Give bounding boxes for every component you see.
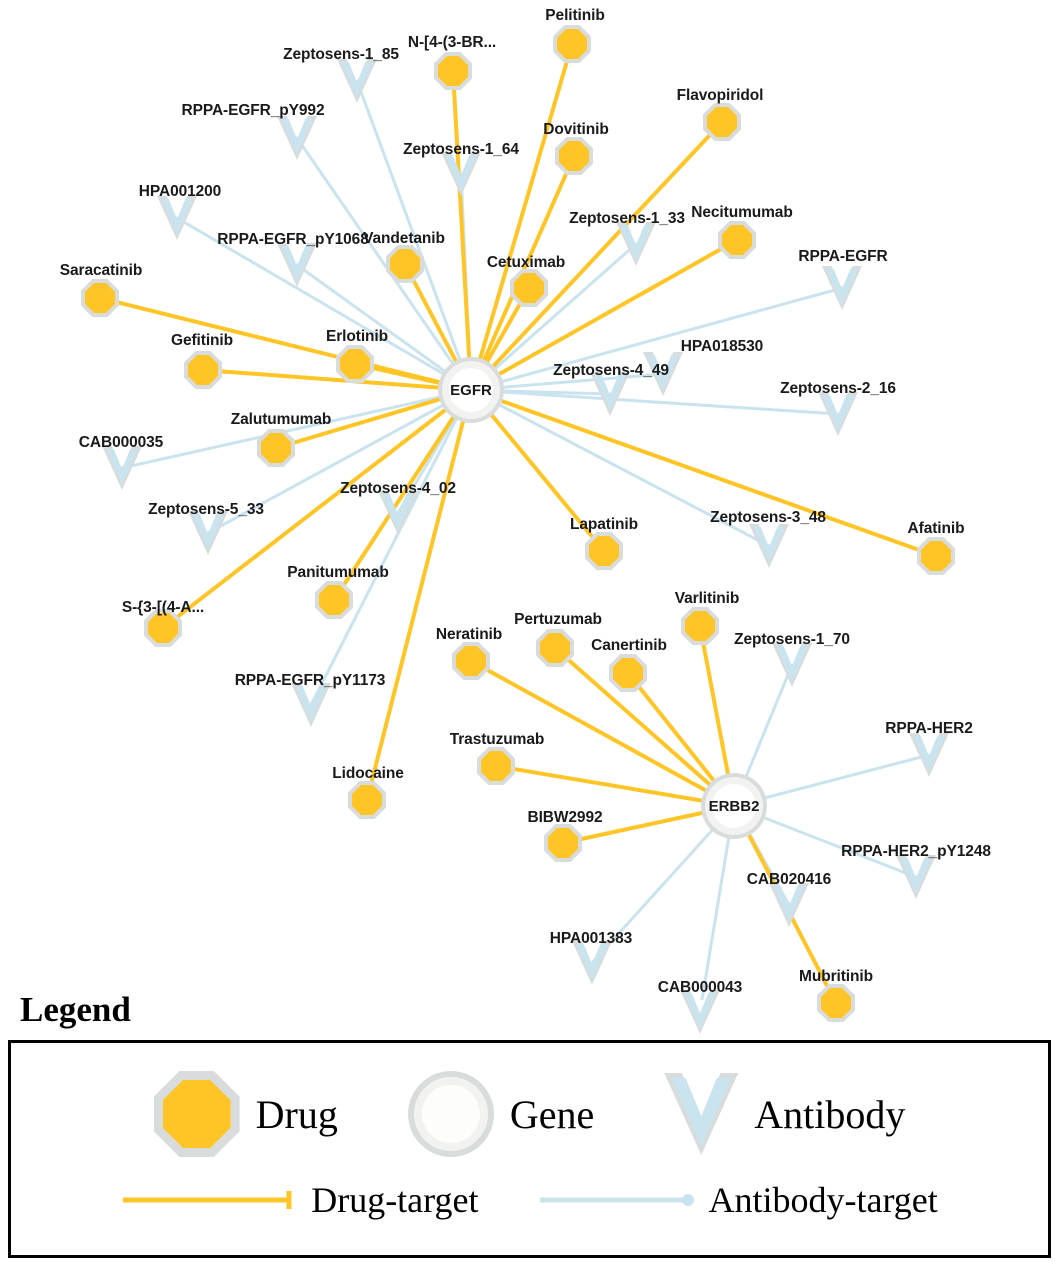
antibody-chevron-icon	[749, 524, 789, 568]
antibody-node-label: Zeptosens-1_64	[403, 141, 519, 158]
drug-node-label: Pelitinib	[545, 7, 605, 24]
antibody-chevron-icon	[909, 733, 949, 777]
legend-label-antibody: Antibody	[754, 1091, 906, 1137]
drug-node-label: Saracatinib	[59, 262, 143, 279]
drug-node[interactable]	[257, 429, 295, 467]
antibody-node-label: Zeptosens-1_33	[569, 210, 685, 227]
drug-node[interactable]	[452, 642, 490, 680]
drug-octagon-icon	[477, 747, 515, 785]
gene-circle-inner-icon	[414, 1077, 488, 1151]
antibody-node-label: HPA018530	[680, 338, 764, 355]
drug-octagon-icon	[609, 654, 647, 692]
drug-node-label: Zalutumumab	[230, 411, 332, 428]
antibody-node[interactable]	[769, 883, 809, 927]
drug-node-label: Necitumumab	[691, 204, 793, 221]
drug-node-label: Erlotinib	[326, 328, 388, 345]
drug-node-label: S-{3-[(4-A...	[121, 599, 205, 616]
graph-edge	[453, 71, 471, 390]
antibody-node[interactable]	[909, 733, 949, 777]
drug-node-label: Mubritinib	[799, 968, 873, 985]
drug-node[interactable]	[434, 52, 472, 90]
legend-entry-drug-target	[121, 1179, 478, 1221]
antibody-node[interactable]	[277, 243, 317, 287]
antibody-node-label: Zeptosens-1_85	[283, 46, 399, 63]
drug-octagon-icon	[681, 607, 719, 645]
drug-node-label: Gefitinib	[171, 332, 233, 349]
antibody-chevron-icon	[277, 116, 317, 160]
legend-entry-antibody-target	[538, 1179, 937, 1221]
legend-entry-antibody	[664, 1073, 905, 1155]
antibody-node[interactable]	[157, 196, 197, 240]
antibody-node-label: HPA001383	[549, 930, 633, 947]
drug-node[interactable]	[184, 351, 222, 389]
antibody-node-label: RPPA-HER2_pY1248	[841, 843, 991, 860]
antibody-node-label: Zeptosens-4_02	[340, 480, 456, 497]
drug-octagon-icon	[336, 345, 374, 383]
drug-node-label: Canertinib	[591, 637, 667, 654]
antibody-node-label: Zeptosens-1_70	[734, 631, 850, 648]
drug-node-label: Cetuximab	[486, 254, 566, 271]
antibody-node-label: HPA001200	[138, 183, 222, 200]
drug-octagon-icon	[154, 1071, 240, 1157]
antibody-chevron-icon	[277, 243, 317, 287]
antibody-node-label: Zeptosens-3_48	[710, 509, 826, 526]
drug-node[interactable]	[81, 279, 119, 317]
drug-node[interactable]	[510, 269, 548, 307]
drug-node[interactable]	[585, 532, 623, 570]
drug-octagon-icon	[544, 824, 582, 862]
drug-octagon-icon	[184, 351, 222, 389]
antibody-chevron-icon	[769, 883, 809, 927]
antibody-node[interactable]	[818, 392, 858, 436]
drug-node[interactable]	[609, 654, 647, 692]
antibody-chevron-icon	[772, 643, 812, 687]
antibody-node-label: CAB020416	[746, 871, 832, 888]
drug-node-label: Trastuzumab	[449, 731, 545, 748]
antibody-node[interactable]	[896, 855, 936, 899]
drug-node[interactable]	[477, 747, 515, 785]
antibody-chevron-icon	[157, 196, 197, 240]
drug-octagon-icon	[315, 581, 353, 619]
drug-octagon-icon	[348, 781, 386, 819]
legend-node-types	[11, 1043, 1048, 1157]
drug-octagon-icon	[585, 532, 623, 570]
legend-entry-gene	[408, 1071, 594, 1157]
drug-node[interactable]	[718, 221, 756, 259]
drug-octagon-icon	[452, 642, 490, 680]
antibody-node[interactable]	[822, 266, 862, 310]
drug-octagon-icon	[257, 429, 295, 467]
antibody-node[interactable]	[616, 222, 656, 266]
drug-node-label: Lidocaine	[332, 765, 404, 782]
drug-octagon-inner-icon	[163, 1080, 231, 1148]
gene-node[interactable]	[438, 357, 504, 423]
drug-node[interactable]	[917, 537, 955, 575]
drug-octagon-icon	[510, 269, 548, 307]
legend-label-drug-target: Drug-target	[311, 1180, 479, 1220]
drug-node[interactable]	[386, 245, 424, 283]
antibody-chevron-icon	[896, 855, 936, 899]
legend-entry-drug	[154, 1071, 338, 1157]
gene-circle-icon	[408, 1071, 494, 1157]
legend-label-gene: Gene	[509, 1091, 595, 1137]
drug-node[interactable]	[553, 25, 591, 63]
drug-node-label: Pertuzumab	[514, 611, 602, 628]
antibody-chevron-icon	[616, 222, 656, 266]
antibody-node[interactable]	[772, 643, 812, 687]
drug-node-label: Neratinib	[435, 626, 503, 643]
gene-node[interactable]	[701, 773, 767, 839]
drug-node-label: Dovitinib	[543, 121, 609, 138]
legend-edge-types	[11, 1179, 1048, 1221]
legend-label-antibody-target: Antibody-target	[708, 1180, 938, 1220]
antibody-node[interactable]	[277, 116, 317, 160]
drug-node[interactable]	[348, 781, 386, 819]
legend-label-drug: Drug	[255, 1091, 338, 1137]
drug-node[interactable]	[681, 607, 719, 645]
antibody-node-label: RPPA-EGFR	[798, 248, 888, 265]
gene-node-label: EGFR	[450, 381, 492, 399]
antibody-node-label: RPPA-EGFR_pY1068	[217, 231, 369, 248]
drug-node-label: Panitumumab	[287, 564, 389, 581]
drug-node-label: N-[4-(3-BR...	[407, 34, 497, 51]
drug-node-label: Lapatinib	[570, 516, 638, 533]
legend	[8, 990, 1051, 1258]
antibody-chevron-icon	[337, 59, 377, 103]
antibody-node[interactable]	[102, 446, 142, 490]
drug-octagon-icon	[536, 629, 574, 667]
drug-node[interactable]	[703, 103, 741, 141]
antibody-node-label: RPPA-HER2	[885, 720, 973, 737]
graph-edge	[311, 390, 471, 705]
antibody-target-edge-icon	[538, 1188, 698, 1212]
antibody-node-label: Zeptosens-4_49	[553, 362, 669, 379]
drug-node[interactable]	[544, 824, 582, 862]
drug-octagon-icon	[703, 103, 741, 141]
drug-node-label: BIBW2992	[527, 809, 603, 826]
legend-box	[8, 1040, 1051, 1258]
drug-octagon-icon	[434, 52, 472, 90]
drug-octagon-icon	[718, 221, 756, 259]
gene-circle-icon	[438, 357, 504, 423]
drug-node-label: Flavopiridol	[676, 87, 764, 104]
drug-target-edge-icon	[121, 1188, 301, 1212]
antibody-chevron-icon	[664, 1073, 738, 1155]
drug-octagon-icon	[555, 137, 593, 175]
antibody-chevron-icon	[818, 392, 858, 436]
drug-node-label: Varlitinib	[674, 590, 740, 607]
gene-node-label: ERBB2	[708, 797, 760, 815]
antibody-node-label: CAB000035	[78, 434, 164, 451]
drug-octagon-icon	[386, 245, 424, 283]
antibody-node-label: RPPA-EGFR_pY992	[181, 102, 325, 119]
drug-node-label: Afatinib	[907, 520, 965, 537]
drug-octagon-icon	[917, 537, 955, 575]
antibody-chevron-icon	[102, 446, 142, 490]
antibody-node-label: Zeptosens-5_33	[148, 501, 264, 518]
antibody-node-label: CAB000043	[657, 979, 743, 996]
drug-node[interactable]	[555, 137, 593, 175]
drug-node[interactable]	[336, 345, 374, 383]
legend-title: Legend	[20, 990, 131, 1029]
drug-node[interactable]	[315, 581, 353, 619]
antibody-node-label: RPPA-EGFR_pY1173	[234, 672, 386, 689]
gene-circle-icon	[701, 773, 767, 839]
antibody-node[interactable]	[337, 59, 377, 103]
drug-octagon-icon	[553, 25, 591, 63]
antibody-node[interactable]	[749, 524, 789, 568]
drug-node[interactable]	[536, 629, 574, 667]
drug-node-label: Vandetanib	[363, 230, 445, 247]
antibody-chevron-icon	[822, 266, 862, 310]
antibody-node-label: Zeptosens-2_16	[780, 380, 896, 397]
drug-octagon-icon	[81, 279, 119, 317]
